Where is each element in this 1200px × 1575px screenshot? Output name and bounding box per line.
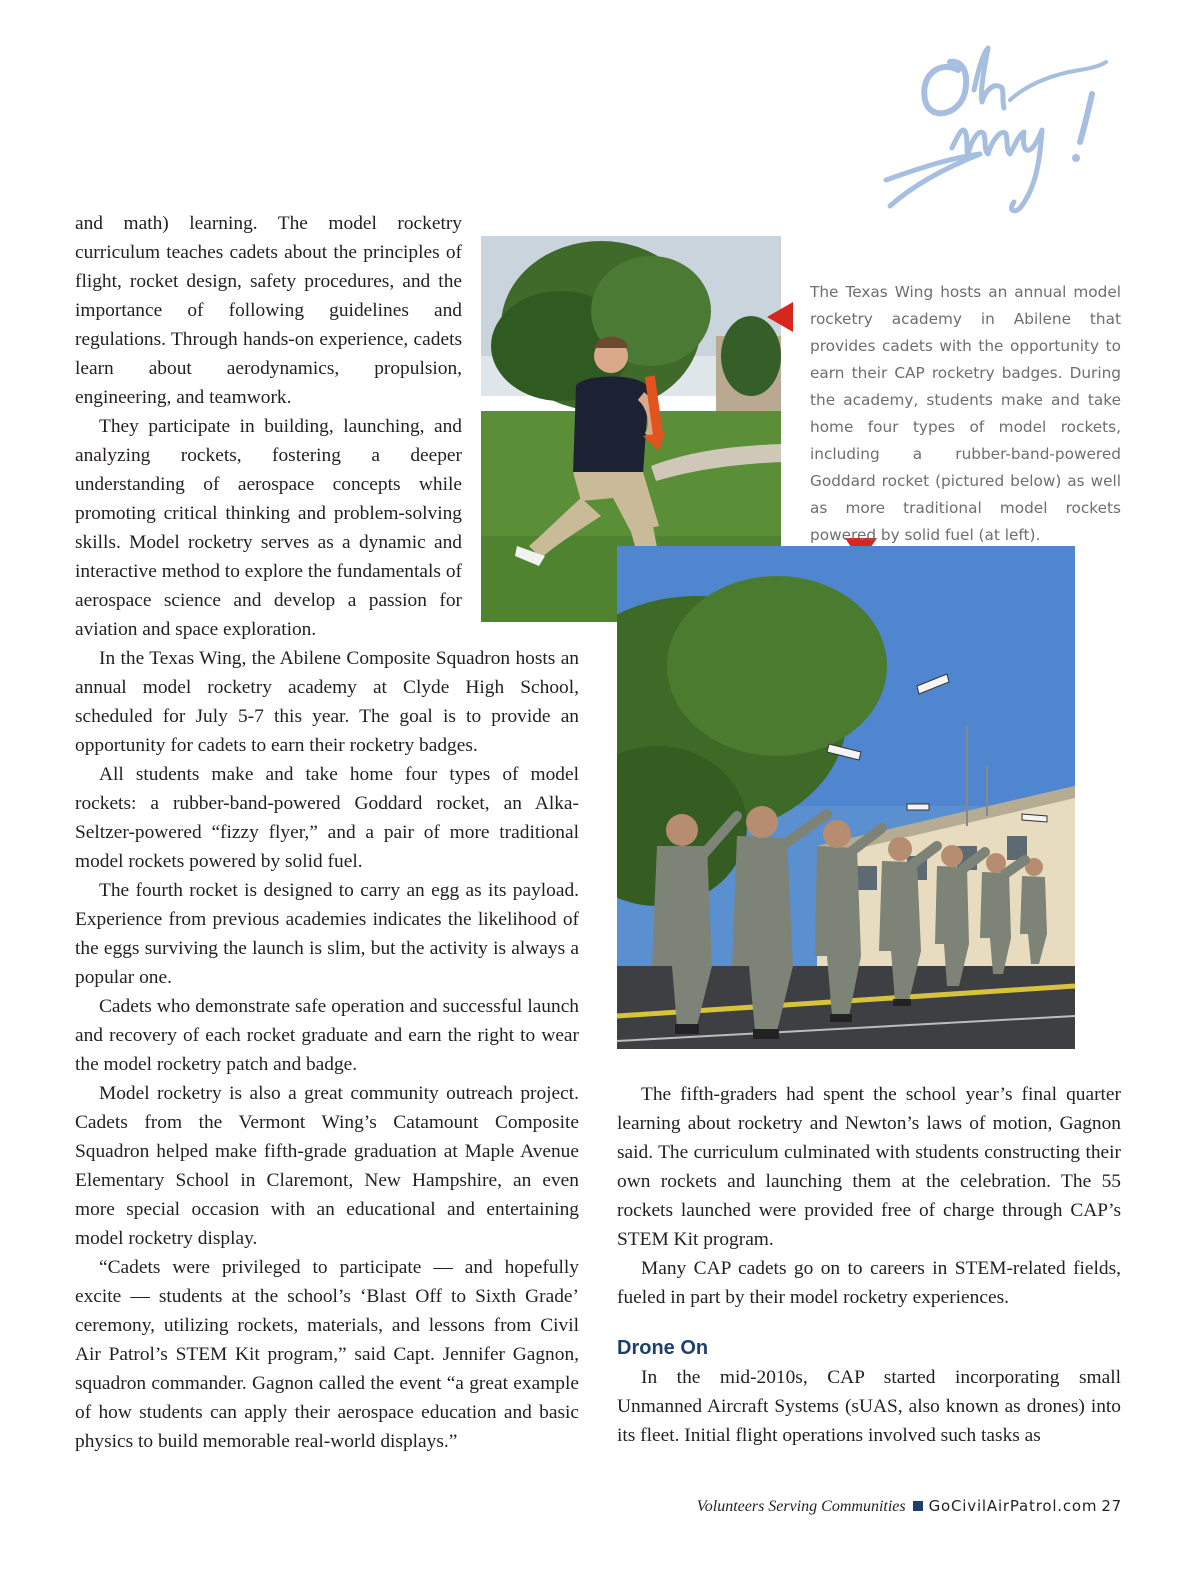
page-footer xyxy=(697,1497,1122,1516)
article-column-left-top xyxy=(75,209,462,644)
paragraph: In the Texas Wing, the Abilene Composite Squadron hosts an annual model rocketry academy at Clyde High School, scheduled for July 5-7 this year. The goal is to provide an opportunity for cadets to earn their rocketry badges. xyxy=(75,648,579,756)
paragraph: In the mid-2010s, CAP started incorporating small Unmanned Aircraft Systems (sUAS, also known as drones) into its fleet. Initial flight operations involved such tasks as xyxy=(617,1367,1121,1446)
article-column-left-bottom xyxy=(75,644,579,1456)
photo-caption: The Texas Wing hosts an annual model rocketry academy in Abilene that provides cadets with the opportunity to earn their CAP rocketry badges. During the academy, students make and take home four types of model rockets, including a rubber-band-powered Goddard rocket (pictured below) as well as more traditional model rockets powered by solid fuel (at left). xyxy=(810,283,1121,544)
paragraph: Model rocketry is also a great community outreach project. Cadets from the Vermont Wing’s Catamount Composite Squadron helped make fifth-grade graduation at Maple Avenue Elementary School in Claremont, New Hampshire, an even more special occasion with an educational and entertaining model rocketry display. xyxy=(75,1083,579,1249)
oh-my-handwriting xyxy=(870,30,1120,230)
photo-cadets-launching-rockets xyxy=(617,546,1075,1049)
paragraph: All students make and take home four types of model rockets: a rubber-band-powered Goddard rocket, an Alka-Seltzer-powered “fizzy flyer,” and a pair of more traditional model rockets powered by solid fuel. xyxy=(75,764,579,872)
paragraph: They participate in building, launching, and analyzing rockets, fostering a deeper understanding of aerospace concepts while promoting critical thinking and problem-solving skills. Model rocketry serves as a dynamic and interactive method to explore the fundamentals of aerospace science and develop a passion for aviation and space exploration. xyxy=(75,416,462,640)
publication-tagline: Volunteers Serving Communities xyxy=(696,1498,906,1515)
section-heading: Drone On xyxy=(617,1337,709,1359)
paragraph: and math) learning. The model rocketry curriculum teaches cadets about the principles of flight, rocket design, safety procedures, and the importance of following guidelines and regulations. Through hands-on experience, cadets learn about aerodynamics, propulsion, engineering, and teamwork. xyxy=(75,213,462,408)
website-link[interactable]: GoCivilAirPatrol.com xyxy=(928,1497,1098,1515)
paragraph: The fifth-graders had spent the school year’s final quarter learning about rocketry and Newton’s laws of motion, Gagnon said. The curriculum culminated with students constructing their own rockets and launching them at the celebration. The 55 rockets launched were provided free of charge through CAP’s STEM Kit program. xyxy=(617,1084,1121,1250)
handwriting-text: Oh my! xyxy=(870,30,874,31)
paragraph: Cadets who demonstrate safe operation and successful launch and recovery of each rocket graduate and earn the right to wear the model rocketry patch and badge. xyxy=(75,996,579,1075)
paragraph: Many CAP cadets go on to careers in STEM-related fields, fueled in part by their model rocketry experiences. xyxy=(617,1258,1121,1308)
page-number: 27 xyxy=(1101,1497,1122,1515)
paragraph: The fourth rocket is designed to carry an egg as its payload. Experience from previous academies indicates the likelihood of the eggs surviving the launch is slim, but the activity is always a popular one. xyxy=(75,880,579,988)
paragraph: “Cadets were privileged to participate — and hopefully excite — students at the school’s ‘Blast Off to Sixth Grade’ ceremony, utilizing rockets, materials, and lessons from Civil Air Patrol’s STEM Kit program,” said Capt. Jennifer Gagnon, squadron commander. Gagnon called the event “a great example of how students can apply their aerospace education and basic physics to build memorable real-world displays.” xyxy=(75,1257,579,1452)
triangle-left-icon xyxy=(767,302,793,332)
article-column-right xyxy=(617,1080,1121,1450)
square-bullet-icon xyxy=(913,1501,923,1511)
